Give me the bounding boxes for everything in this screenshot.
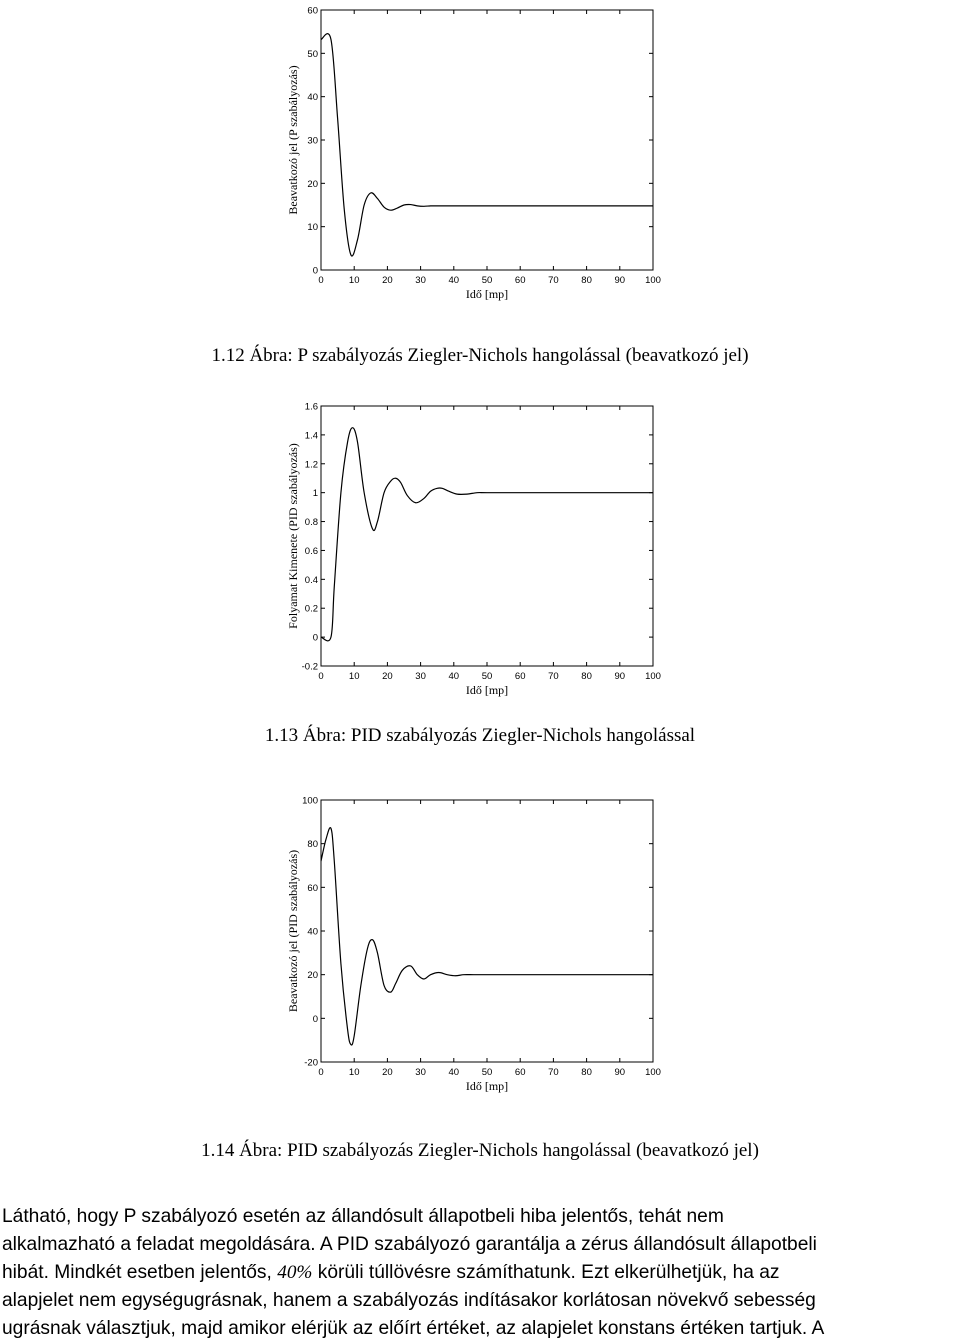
x-tick-label: 40 <box>448 275 460 286</box>
y-tick-label: 60 <box>307 5 318 17</box>
x-tick-label: 100 <box>645 671 661 682</box>
figure-1-13 <box>0 395 960 705</box>
x-tick-label: 30 <box>415 1067 426 1078</box>
caption-fig-1-12: 1.12 Ábra: P szabályozás Ziegler-Nichols hangolással (beavatkozó jel) <box>211 345 749 366</box>
y-tick-label: 0.2 <box>304 603 318 615</box>
x-tick-label: 50 <box>481 275 493 286</box>
caption-fig-1-13: 1.13 Ábra: PID szabályozás Ziegler-Nichols hangolással <box>264 725 696 746</box>
x-tick-label: 10 <box>348 671 360 682</box>
y-tick-label: 0 <box>312 265 318 277</box>
body-line-3b: körüli túllövésre számíthatunk. Ezt elkerülhetjük, ha az <box>317 1262 780 1283</box>
y-tick-label: -20 <box>304 1057 318 1069</box>
plot-frame <box>321 800 653 1062</box>
body-line-4: alapjelet nem egységugrásnak, hanem a szabályozás indításakor korlátosan növekvő sebesség <box>2 1290 816 1311</box>
x-tick-label: 90 <box>614 671 626 682</box>
y-tick-label: -0.2 <box>301 661 318 673</box>
x-tick-label: 20 <box>382 275 393 286</box>
x-axis-label: Idő [mp] <box>465 287 509 301</box>
y-tick-label: 0.8 <box>304 517 318 529</box>
y-tick-label: 1.4 <box>304 430 318 442</box>
y-axis-label: Folyamat Kimenete (PID szabályozás) <box>286 443 300 629</box>
x-tick-label: 60 <box>514 671 526 682</box>
figure-1-14 <box>0 790 960 1100</box>
x-tick-label: 50 <box>481 1067 493 1078</box>
y-tick-label: 20 <box>307 970 318 982</box>
x-tick-label: 0 <box>318 671 324 682</box>
plot-frame <box>321 10 653 270</box>
y-tick-label: 40 <box>307 926 318 938</box>
x-tick-label: 80 <box>581 275 592 286</box>
x-axis-label: Idő [mp] <box>465 683 509 697</box>
body-line-3 <box>2 1259 958 1287</box>
y-tick-label: 50 <box>307 48 318 60</box>
y-tick-label: 1.6 <box>304 401 318 413</box>
y-tick-label: 60 <box>307 882 318 894</box>
x-tick-label: 70 <box>548 1067 559 1078</box>
x-tick-label: 100 <box>645 1067 661 1078</box>
x-tick-label: 60 <box>514 1067 526 1078</box>
x-tick-label: 0 <box>318 1067 324 1078</box>
body-line-3a: hibát. Mindkét esetben jelentős, <box>2 1262 272 1283</box>
x-tick-label: 90 <box>614 1067 626 1078</box>
x-tick-label: 100 <box>645 275 661 286</box>
y-tick-label: 1.2 <box>304 459 318 471</box>
y-tick-label: 80 <box>307 839 318 851</box>
y-tick-label: 0 <box>312 1013 318 1025</box>
series-line-0 <box>321 428 653 641</box>
x-tick-label: 10 <box>348 275 360 286</box>
y-tick-label: 100 <box>302 795 318 807</box>
y-tick-label: 0.6 <box>304 545 318 557</box>
plot-frame <box>321 406 653 666</box>
overshoot-percent: 40% <box>277 1262 313 1283</box>
body-line-5: ugrásnak választjuk, majd amikor elérjük az előírt értéket, az alapjelet konstans értéken tartjuk. A <box>2 1318 825 1339</box>
body-line-1: Látható, hogy P szabályozó esetén az állandósult állapotbeli hiba jelentős, tehát nem <box>2 1206 724 1227</box>
y-tick-label: 40 <box>307 92 318 104</box>
chart-pid-control-signal <box>0 790 960 1100</box>
x-tick-label: 0 <box>318 275 324 286</box>
caption-fig-1-14: 1.14 Ábra: PID szabályozás Ziegler-Nichols hangolással (beavatkozó jel) <box>201 1140 759 1161</box>
y-tick-label: 20 <box>307 178 318 190</box>
x-tick-label: 60 <box>514 275 526 286</box>
x-tick-label: 40 <box>448 671 460 682</box>
figure-1-12 <box>0 0 960 310</box>
y-tick-label: 30 <box>307 135 318 147</box>
x-tick-label: 20 <box>382 671 393 682</box>
x-tick-label: 50 <box>481 671 493 682</box>
x-tick-label: 10 <box>348 1067 360 1078</box>
x-axis-label: Idő [mp] <box>465 1079 509 1093</box>
x-tick-label: 70 <box>548 275 559 286</box>
x-tick-label: 30 <box>415 275 426 286</box>
x-tick-label: 40 <box>448 1067 460 1078</box>
y-tick-label: 1 <box>312 488 318 500</box>
x-tick-label: 30 <box>415 671 426 682</box>
y-tick-label: 0.4 <box>304 574 318 586</box>
x-tick-label: 90 <box>614 275 626 286</box>
y-axis-label: Beavatkozó jel (P szabályozás) <box>286 65 300 215</box>
x-tick-label: 80 <box>581 671 592 682</box>
series-line-0 <box>321 828 653 1045</box>
x-tick-label: 80 <box>581 1067 592 1078</box>
y-tick-label: 0 <box>312 632 318 644</box>
y-tick-label: 10 <box>307 222 318 234</box>
body-paragraph <box>2 1203 958 1343</box>
chart-pid-process-output <box>0 395 960 705</box>
chart-p-control-signal <box>0 0 960 310</box>
y-axis-label: Beavatkozó jel (PID szabályozás) <box>286 849 300 1013</box>
x-tick-label: 20 <box>382 1067 393 1078</box>
body-line-2: alkalmazható a feladat megoldására. A PID szabályozó garantálja a zérus állandósult állapotbeli <box>2 1234 817 1255</box>
x-tick-label: 70 <box>548 671 559 682</box>
series-line-0 <box>321 34 653 256</box>
